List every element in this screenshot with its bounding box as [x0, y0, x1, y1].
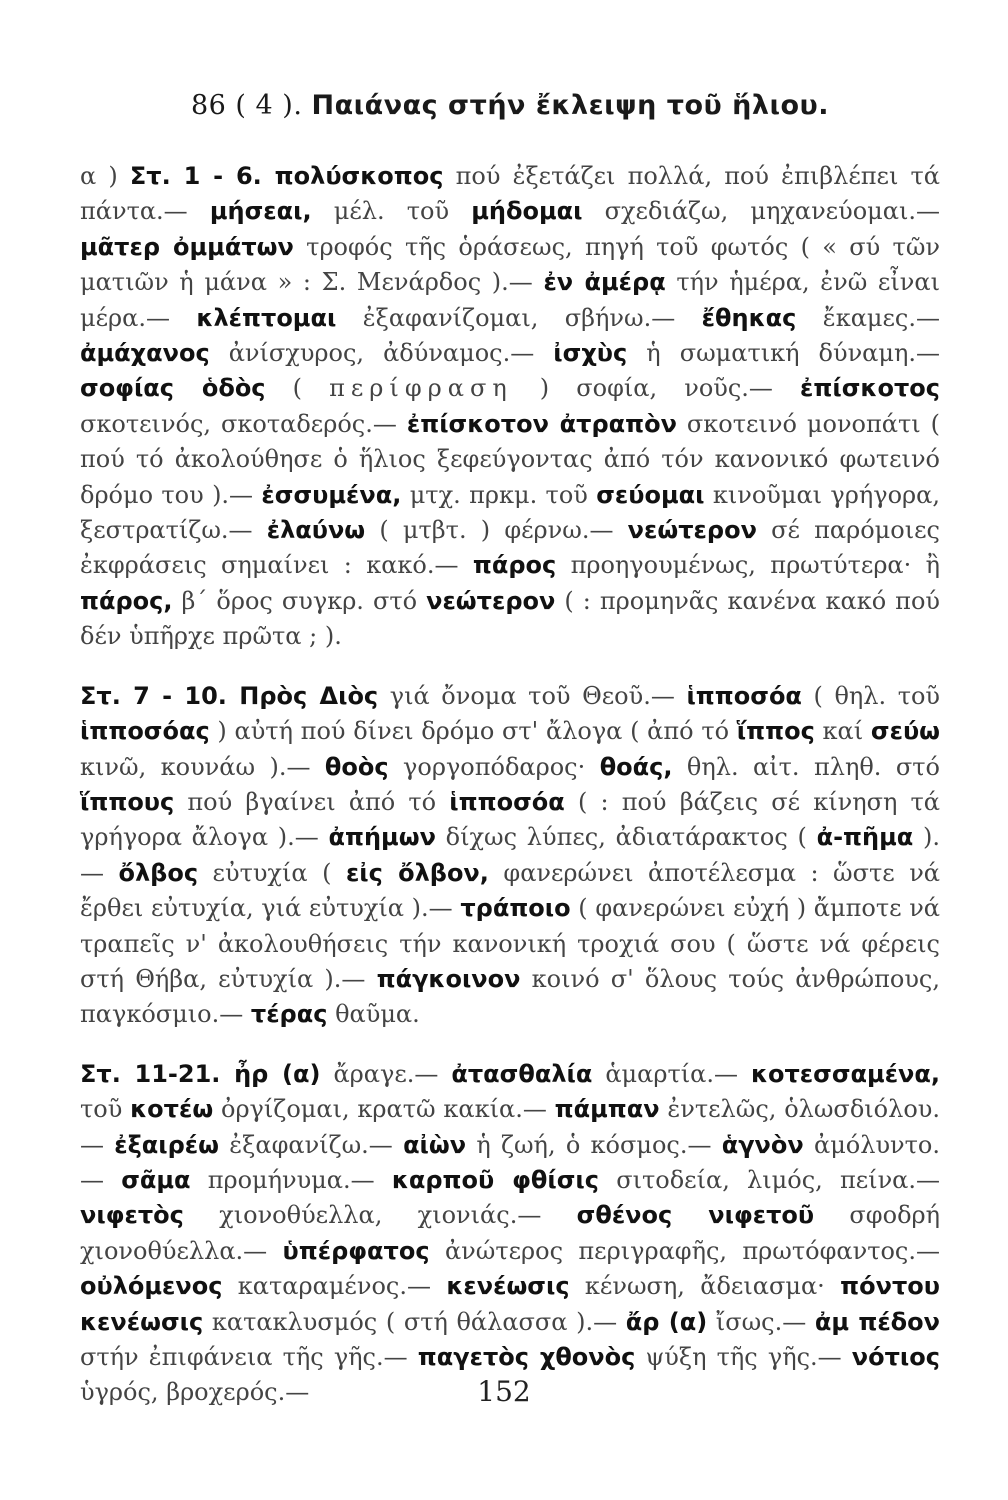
gloss-text: ἐξαφανίζομαι, σβήνω.— [336, 303, 702, 332]
lemma-term: ἱπποσόα [686, 681, 802, 710]
section-title: Παιάνας στήν ἔκλειψη τοῦ ἥλιου. [311, 90, 830, 121]
lemma-term: τέρας [250, 1000, 328, 1029]
gloss-text: μτχ. πρκμ. τοῦ [401, 480, 597, 509]
lemma-term: αἰὼν [403, 1130, 467, 1159]
lemma-term: ἐσσυμένα, [261, 480, 402, 509]
gloss-text: κένωση, ἄδειασμα· [569, 1272, 841, 1301]
gloss-text: δίχως λύπες, ἀδιατάρακτος ( [435, 823, 817, 852]
lemma-term: τράποιο [460, 894, 571, 923]
page-content [80, 90, 940, 1435]
gloss-text: γοργοπόδαρος· [388, 752, 600, 781]
gloss-text: ὀργίζομαι, κρατῶ κακία.— [213, 1095, 555, 1124]
gloss-text: τροφός τῆς ὁράσεως, πηγή τοῦ φωτός ( « σύ τῶν ματιῶν ἡ μάνα » : Σ. Μενάρδος ).— [80, 232, 940, 297]
lemma-term: ἐπίσκοτος [800, 374, 940, 403]
lemma-term: νεώτερον [426, 586, 556, 615]
gloss-text: κινῶ, κουνάω ).— [80, 752, 325, 781]
lemma-term: σᾶμα [121, 1165, 191, 1194]
gloss-text: ἔκαμες.— [796, 303, 940, 332]
gloss-text: ἐντελῶς, ὁλωσδιόλου.— [80, 1095, 941, 1159]
gloss-text: ( : πού βάζεις σέ κίνηση τά γρήγορα ἄλογα ).— [80, 787, 940, 852]
lemma-term: ἁγνὸν [721, 1130, 804, 1159]
commentary-paragraph-2 [80, 679, 940, 1033]
gloss-text: πού βγαίνει ἀπό τό [174, 787, 450, 816]
gloss-text: καταραμένος.— [222, 1272, 447, 1301]
lemma-term: πάρος [472, 551, 557, 580]
lemma-term: σεύομαι [596, 480, 705, 509]
gloss-text: ).— [80, 823, 940, 887]
gloss-text: σέ παρόμοιες ἐκφράσεις σημαίνει : κακό.— [80, 516, 940, 580]
lemma-term: ἐν ἀμέρᾳ [543, 268, 666, 297]
lemma-term: ἀτασθαλία [451, 1059, 593, 1088]
lemma-term: νιφετὸς [80, 1201, 184, 1230]
gloss-text: ψύξη τῆς γῆς.— [635, 1343, 852, 1371]
gloss-text: θηλ. αἰτ. πληθ. στό [672, 752, 940, 781]
page-number: 152 [477, 1375, 531, 1408]
gloss-text: ἀνίσχυρος, ἀδύναμος.— [209, 339, 554, 368]
gloss-text: πού ἐξετάζει πολλά, πού ἐπιβλέπει τά πάντα.— [80, 162, 941, 226]
lemma-term: ἀμ πέδον [814, 1307, 940, 1336]
gloss-text: μέλ. τοῦ [311, 197, 472, 226]
lemma-term: ἐλαύνω [266, 516, 366, 545]
lemma-term: ἐξαιρέω [114, 1130, 220, 1159]
gloss-text: κοινό σ' ὅλους τούς ἀνθρώπους, παγκόσμιο.— [80, 964, 940, 1029]
lemma-term: ἄρ (α) [625, 1307, 708, 1336]
lemma-term: νότιος [851, 1343, 940, 1371]
gloss-text: ἀνώτερος περιγραφῆς, πρωτόφαντος.— [429, 1236, 940, 1265]
lemma-term: ἵππος [736, 717, 815, 746]
section-heading [80, 90, 940, 121]
lemma-term: σεύω [870, 717, 941, 746]
commentary-paragraph-1 [80, 159, 940, 655]
gloss-text: ( [265, 374, 330, 403]
gloss-text: σκοτεινό μονοπάτι ( πού τό ἀκολούθησε ὁ ἥλιος ξεφεύγοντας ἀπό τόν κανονικό φωτεινό δρόμο του ).— [80, 409, 940, 509]
gloss-text: ἡ ζωή, ὁ κόσμος.— [466, 1130, 722, 1159]
gloss-text: τοῦ [80, 1095, 131, 1124]
gloss-text: τήν ἡμέρα, ἐνῶ εἶναι μέρα.— [80, 268, 940, 332]
gloss-text: σιτοδεία, λιμός, πείνα.— [599, 1165, 940, 1194]
lemma-term: θοὸς [324, 752, 389, 781]
lemma-term: ἔθηκας [701, 303, 797, 332]
lemma-term: μήσεαι, [209, 197, 312, 226]
commentary-paragraph-3 [80, 1057, 940, 1411]
gloss-text: ( φανερώνει εὐχή ) ἄμποτε νά τραπεῖς ν' ἀκολουθήσεις τήν κανονική τροχιά σου ( ὥστε νά φέρεις στή Θήβα, εὐτυχία ).— [80, 894, 941, 993]
lemma-term: θοάς, [599, 752, 673, 781]
lemma-term: πάμπαν [554, 1095, 660, 1124]
lemma-term: ἱπποσόα [449, 787, 565, 816]
gloss-text: εὐτυχία ( [198, 858, 346, 887]
lemma-term: παγετὸς χθονὸς [417, 1343, 636, 1371]
lemma-term: ὄλβος [118, 858, 199, 887]
lemma-term: ἀ-πῆμα [816, 823, 914, 852]
lemma-term: Στ. 1 - 6. πολύσκοπος [129, 162, 444, 190]
gloss-text: κινοῦμαι γρήγορα, ξεστρατίζω.— [80, 480, 940, 545]
lemma-term: ἵππους [80, 787, 175, 816]
gloss-text: ἴσως.— [707, 1307, 815, 1336]
lemma-term: κλέπτομαι [196, 303, 337, 332]
lemma-term: κοτέω [130, 1095, 214, 1124]
gloss-text: χιονοθύελλα, χιονιάς.— [183, 1201, 577, 1230]
gloss-text: ) σοφία, νοῦς.— [512, 374, 801, 403]
gloss-text: ( μτβτ. ) φέρνω.— [365, 516, 628, 545]
lemma-term: πάρος, [80, 586, 173, 615]
gloss-text: ) αὐτή πού δίνει δρόμο στ' ἄλογα ( ἀπό τό [209, 717, 737, 746]
lemma-term: νεώτερον [627, 516, 757, 545]
lemma-term: ἰσχὺς [553, 339, 628, 368]
gloss-text: ἁμαρτία.— [592, 1059, 751, 1088]
lemma-term: Στ. 7 - 10. Πρὸς Διὸς [80, 681, 379, 710]
gloss-text: προμήνυμα.— [190, 1165, 392, 1194]
lemma-term: καρποῦ φθίσις [391, 1165, 600, 1194]
lemma-term: ἱπποσόας [80, 717, 210, 746]
gloss-text: ἄραγε.— [320, 1059, 452, 1088]
section-number: 86 ( 4 ). [190, 90, 303, 121]
gloss-text: σφοδρή χιονοθύελλα.— [80, 1201, 940, 1265]
lemma-term: ὑπέρφατος [282, 1236, 430, 1265]
lemma-term: κενέωσις [446, 1272, 570, 1301]
gloss-text: περίφραση [329, 374, 513, 403]
gloss-text: καί [814, 717, 871, 746]
lemma-term: μήδομαι [471, 197, 583, 226]
lemma-term: ἀπήμων [328, 823, 436, 852]
lemma-term: πάγκοινον [376, 964, 521, 993]
lemma-term: οὐλόμενος [80, 1272, 223, 1301]
lemma-term: πόντου κενέωσις [80, 1272, 941, 1336]
lemma-term: σοφίας ὁδὸς [80, 374, 266, 403]
gloss-text: α ) [80, 162, 130, 190]
gloss-text: κατακλυσμός ( στή θάλασσα ).— [203, 1307, 626, 1336]
gloss-text: ὑγρός, βροχερός.— [80, 1378, 310, 1407]
gloss-text: γιά ὄνομα τοῦ Θεοῦ.— [378, 681, 687, 710]
gloss-text: σκοτεινός, σκοταδερός.— [80, 409, 407, 438]
gloss-text: σχεδιάζω, μηχανεύομαι.— [582, 197, 941, 226]
gloss-text: φανερώνει ἀποτέλεσμα : ὥστε νά ἔρθει εὐτυχία, γιά εὐτυχία ).— [80, 858, 940, 923]
lemma-term: ἀμάχανος [80, 339, 210, 368]
lemma-term: εἰς ὄλβον, [345, 858, 489, 887]
lemma-term: κοτεσσαμένα, [750, 1059, 941, 1088]
gloss-text: ( : προμηνᾶς κανένα κακό πού δέν ὑπῆρχε πρῶτα ; ). [80, 586, 940, 651]
lemma-term: ἐπίσκοτον ἀτραπὸν [406, 409, 677, 438]
gloss-text: ἀμόλυντο.— [80, 1130, 940, 1194]
gloss-text: στήν ἐπιφάνεια τῆς γῆς.— [80, 1343, 418, 1371]
gloss-text: θαῦμα. [327, 1000, 420, 1029]
gloss-text: ἡ σωματική δύναμη.— [627, 339, 940, 368]
lemma-term: μᾶτερ ὀμμάτων [80, 232, 294, 261]
lemma-term: Στ. 11-21. ἦρ (α) [80, 1059, 321, 1088]
gloss-text: β΄ ὅρος συγκρ. στό [172, 586, 427, 615]
lemma-term: σθένος νιφετοῦ [576, 1201, 815, 1230]
gloss-text: προηγουμένως, πρωτύτερα· ἢ [556, 551, 940, 580]
gloss-text: ( θηλ. τοῦ [801, 681, 941, 710]
gloss-text: ἐξαφανίζω.— [219, 1130, 404, 1159]
